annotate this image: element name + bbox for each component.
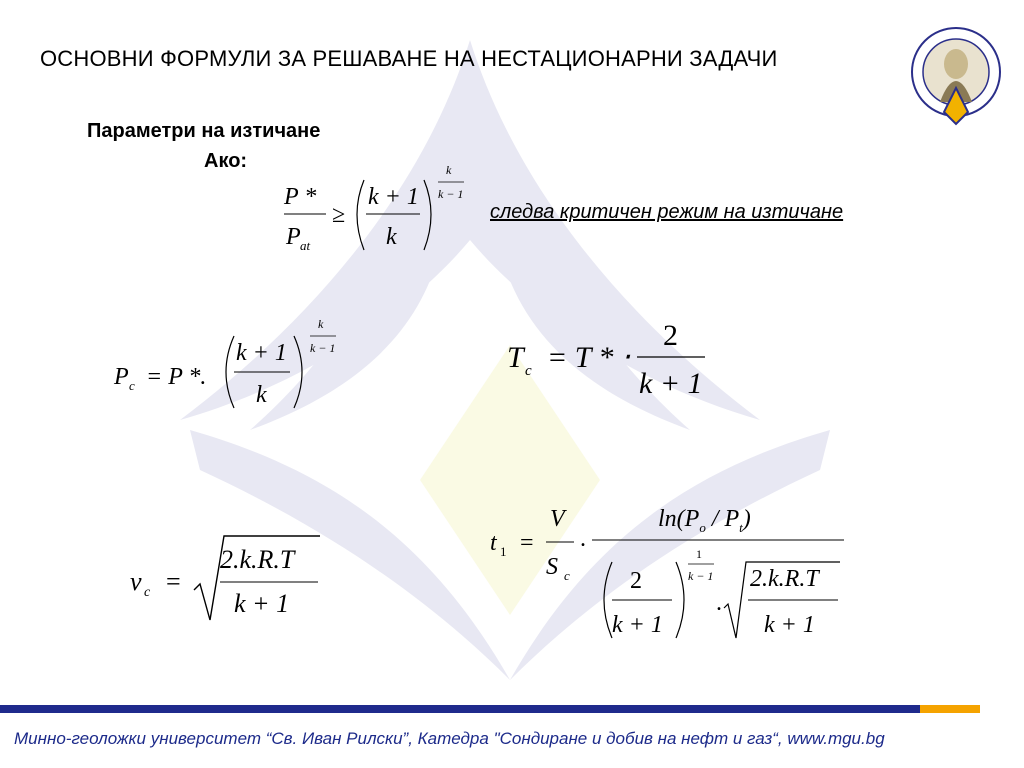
cond-lhs-den: P: [286, 224, 301, 250]
condition-label: Ако:: [204, 150, 248, 172]
pc-eq: = P *.: [146, 364, 207, 390]
t1-exp-den: k − 1: [688, 569, 714, 583]
vc-lhs-sub: c: [144, 585, 151, 600]
t1-ln-mid: / P: [705, 506, 740, 532]
vc-lhs: v: [130, 567, 142, 596]
slide-title: ОСНОВНИ ФОРМУЛИ ЗА РЕШАВАНЕ НА НЕСТАЦИОНАРНИ ЗАДАЧИ: [40, 46, 778, 71]
condition-result-text: следва критичен режим на изтичане: [490, 201, 844, 223]
cond-frac-num: k + 1: [368, 184, 419, 210]
t1-ln: ln(P: [658, 506, 700, 532]
cond-op: ≥: [332, 202, 346, 228]
tc-frac-den: k + 1: [639, 367, 703, 400]
svg-text:.: .: [716, 590, 722, 616]
pc-lhs: P: [114, 364, 129, 390]
t1-s-sub: c: [564, 568, 570, 583]
tc-lhs: T: [507, 341, 524, 374]
t1-ln-close: ): [742, 506, 751, 532]
pc-exp-den: k − 1: [310, 341, 336, 355]
footer-text: Минно-геоложки университет “Св. Иван Рилски”, Катедра "Сондиране и добив на нефт и газ“, www.mgu.bg: [14, 729, 885, 748]
pc-lhs-sub: c: [129, 378, 135, 393]
t1-inner-num: 2: [630, 568, 642, 594]
vc-frac-num: 2.k.R.T: [220, 545, 295, 574]
vc-formula: [128, 528, 328, 628]
svg-text:ln(Po / Pt): [658, 506, 751, 535]
t1-root-den: k + 1: [764, 612, 815, 638]
cond-lhs-den-sub: at: [300, 238, 311, 253]
pc-frac-den: k: [256, 382, 267, 408]
cond-lhs-num: P *: [284, 184, 317, 210]
pc-frac-num: k + 1: [236, 340, 287, 366]
t1-v: V: [550, 506, 565, 532]
t1-lhs-sub: 1: [500, 544, 507, 559]
footer-bar: [0, 705, 1024, 713]
t1-exp-num: 1: [696, 547, 702, 561]
tc-frac-num: 2: [663, 319, 678, 352]
t1-s: S: [546, 554, 558, 580]
tc-lhs-sub: c: [525, 363, 532, 379]
cond-exp-den: k − 1: [438, 187, 464, 201]
university-logo: [906, 20, 1006, 130]
section-heading: Параметри на изтичане: [87, 120, 321, 142]
footer-bar-blue: [0, 705, 920, 713]
t1-formula: [488, 498, 850, 646]
pc-exp-num: k: [318, 317, 324, 331]
cond-frac-den: k: [386, 224, 397, 250]
tc-formula: [505, 315, 715, 405]
condition-formula: [280, 162, 470, 262]
tc-eq: = T * ⋅: [547, 341, 631, 374]
t1-eq: =: [520, 530, 534, 556]
t1-ln-sub1: o: [699, 520, 706, 535]
svg-text:.: .: [580, 526, 586, 552]
vc-frac-den: k + 1: [234, 589, 290, 618]
t1-inner-den: k + 1: [612, 612, 663, 638]
vc-eq: =: [166, 567, 181, 596]
t1-root-num: 2.k.R.T: [750, 566, 819, 592]
cond-exp-num: k: [446, 163, 452, 177]
footer-bar-orange: [920, 705, 980, 713]
t1-lhs: t: [490, 530, 497, 556]
pc-formula: [112, 316, 347, 416]
t1-ln-sub2: t: [739, 520, 743, 535]
